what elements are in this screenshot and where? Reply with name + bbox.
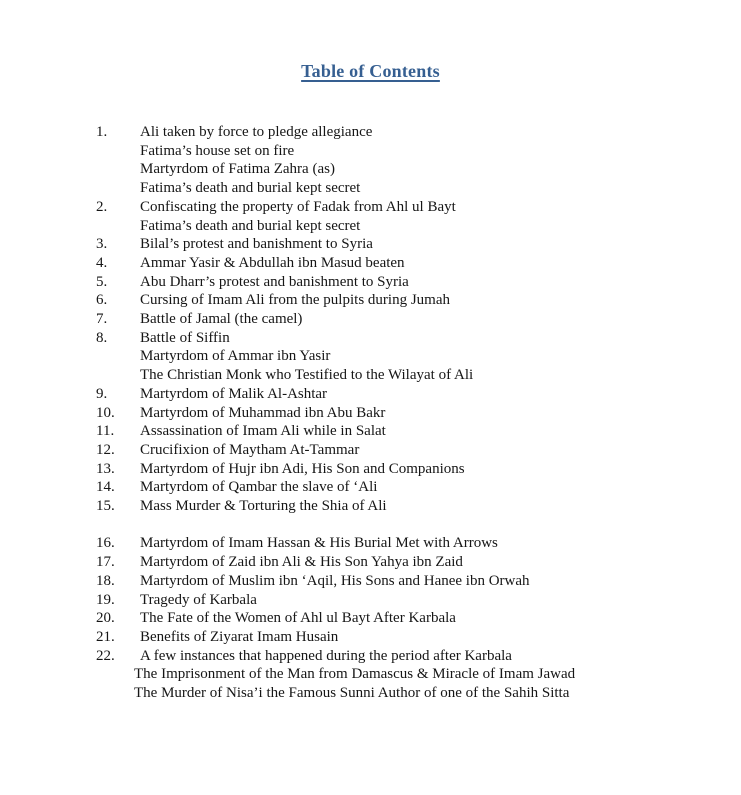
toc-row (96, 310, 721, 329)
toc-entry-text: Bilal’s protest and banishment to Syria (140, 236, 373, 253)
toc-entry-text: Fatima’s death and burial kept secret (140, 180, 361, 197)
toc-row (96, 366, 721, 385)
toc-entry-number: 16. (96, 535, 115, 552)
toc-entry-text: Martyrdom of Qambar the slave of ‘Ali (140, 479, 378, 496)
toc-entry-text: Ammar Yasir & Abdullah ibn Masud beaten (140, 254, 405, 271)
toc-entry-text: Confiscating the property of Fadak from Ahl ul Bayt (140, 198, 456, 215)
toc-entry-text: Ali taken by force to pledge allegiance (140, 124, 373, 140)
toc-row (96, 347, 721, 366)
toc-row (96, 198, 721, 217)
toc-row (96, 404, 721, 423)
toc-row (96, 572, 721, 591)
toc-entry-text: The Murder of Nisa’i the Famous Sunni Author of one of the Sahih Sitta (134, 685, 570, 702)
toc-entry-text: Martyrdom of Fatima Zahra (as) (140, 161, 335, 178)
toc-entry-text: Benefits of Ziyarat Imam Husain (140, 628, 339, 645)
toc-row (96, 422, 721, 441)
toc-entry-text: Martyrdom of Ammar ibn Yasir (140, 348, 331, 365)
toc-row (96, 235, 721, 254)
table-of-contents (0, 123, 741, 703)
toc-entry-text: The Fate of the Women of Ahl ul Bayt After Karbala (140, 610, 456, 627)
toc-entry-number: 1. (96, 124, 108, 140)
toc-row (96, 609, 721, 628)
toc-entry-number: 3. (96, 236, 108, 253)
toc-row (96, 497, 721, 516)
toc-row (96, 254, 721, 273)
toc-entry-number: 15. (96, 498, 115, 515)
toc-entry-number: 5. (96, 273, 108, 290)
toc-entry-text: Tragedy of Karbala (140, 591, 257, 608)
toc-row (96, 460, 721, 479)
toc-row (96, 291, 721, 310)
toc-row (96, 385, 721, 404)
toc-entry-text: Battle of Jamal (the camel) (140, 311, 303, 328)
toc-entry-number: 19. (96, 591, 115, 608)
toc-row (96, 142, 721, 161)
toc-entry-text: Mass Murder & Torturing the Shia of Ali (140, 498, 387, 515)
toc-entry-text: A few instances that happened during the period after Karbala (140, 647, 512, 664)
toc-entry-number: 2. (96, 198, 108, 215)
toc-row (96, 441, 721, 460)
toc-entry-text: Martyrdom of Zaid ibn Ali & His Son Yahya ibn Zaid (140, 554, 463, 571)
toc-entry-text: Cursing of Imam Ali from the pulpits during Jumah (140, 292, 450, 309)
toc-entry-number: 18. (96, 572, 115, 589)
toc-row (96, 329, 721, 348)
toc-row (96, 534, 721, 553)
toc-entry-number: 17. (96, 554, 115, 571)
toc-entry-number: 12. (96, 441, 115, 458)
toc-row (96, 123, 721, 142)
toc-entry-text: Abu Dharr’s protest and banishment to Syria (140, 273, 409, 290)
toc-entry-text: Martyrdom of Muslim ibn ‘Aqil, His Sons and Hanee ibn Orwah (140, 572, 530, 589)
page-title: Table of Contents (301, 61, 440, 81)
toc-row (96, 647, 721, 666)
toc-entry-number: 8. (96, 329, 108, 346)
toc-entry-text: Assassination of Imam Ali while in Salat (140, 423, 386, 440)
toc-entry-text: The Imprisonment of the Man from Damascus & Miracle of Imam Jawad (134, 666, 576, 683)
toc-row (96, 684, 721, 703)
toc-entry-text: The Christian Monk who Testified to the Wilayat of Ali (140, 367, 474, 384)
toc-entry-text: Fatima’s death and burial kept secret (140, 217, 361, 234)
toc-spacer-row (96, 516, 721, 535)
toc-row (96, 217, 721, 236)
toc-entry-number: 4. (96, 254, 108, 271)
toc-entry-text: Martyrdom of Muhammad ibn Abu Bakr (140, 404, 386, 421)
toc-entry-number: 11. (96, 423, 115, 440)
toc-entry-number: 13. (96, 460, 115, 477)
toc-row (96, 591, 721, 610)
toc-entry-number: 14. (96, 479, 115, 496)
toc-row (96, 478, 721, 497)
toc-entry-number: 9. (96, 385, 108, 402)
toc-entry-number: 21. (96, 628, 115, 645)
toc-entry-number: 22. (96, 647, 115, 664)
toc-entry-text: Crucifixion of Maytham At-Tammar (140, 441, 360, 458)
toc-entry-text: Martyrdom of Malik Al-Ashtar (140, 385, 328, 402)
toc-entry-number: 7. (96, 311, 108, 328)
toc-entry-number: 10. (96, 404, 115, 421)
toc-entry-text: Martyrdom of Hujr ibn Adi, His Son and Companions (140, 460, 465, 477)
toc-row (96, 160, 721, 179)
toc-entry-number: 6. (96, 292, 108, 309)
toc-entry-text: Martyrdom of Imam Hassan & His Burial Met with Arrows (140, 535, 498, 552)
toc-entry-text: Battle of Siffin (140, 329, 230, 346)
toc-row (96, 179, 721, 198)
toc-entry-text: Fatima’s house set on fire (140, 142, 295, 159)
toc-row (96, 553, 721, 572)
toc-row (96, 665, 721, 684)
toc-row (96, 273, 721, 292)
toc-row (96, 628, 721, 647)
toc-entry-number: 20. (96, 610, 115, 627)
